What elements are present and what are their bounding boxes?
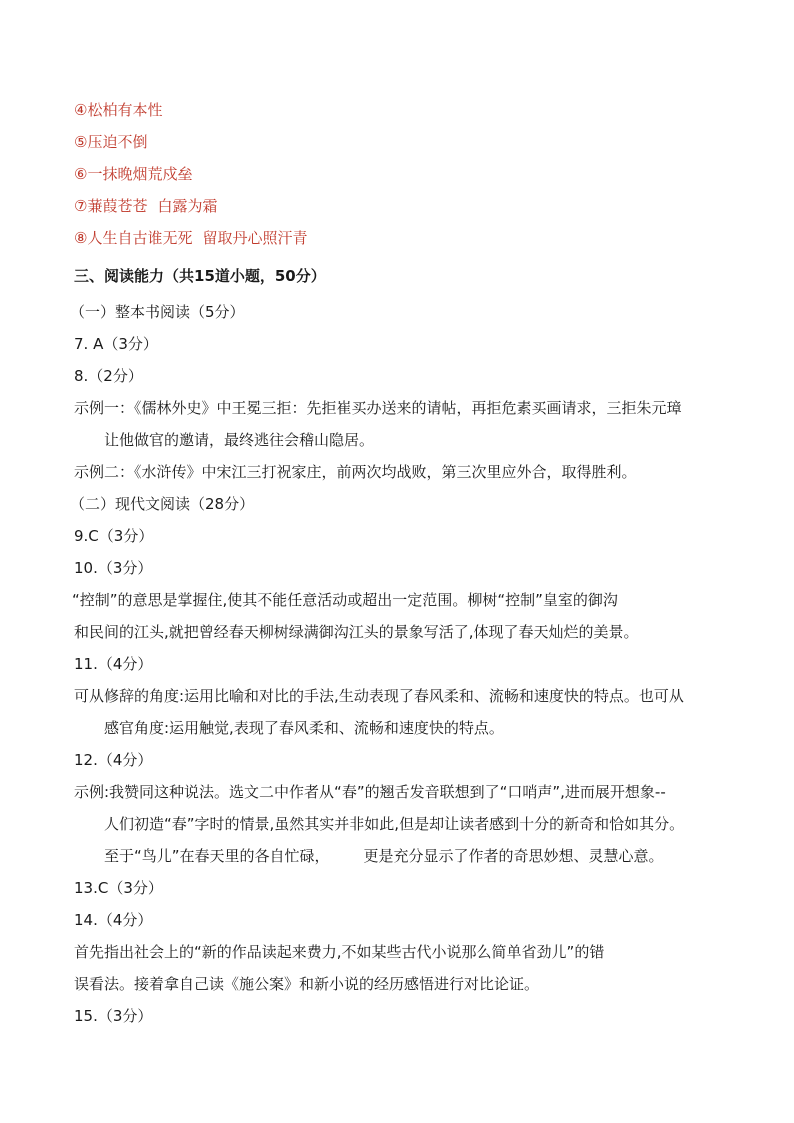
answer-7-part1: ⑦蒹葭苍苍 <box>74 197 148 215</box>
answer-8-part2: 留取丹心照汗青 <box>202 229 308 247</box>
q9-answer: 9.C（3分） <box>74 527 154 545</box>
q15-label: 15.（3分） <box>74 1007 153 1025</box>
q10-label: 10.（3分） <box>74 559 153 577</box>
q12-line2: 人们初造“春”字时的情景,虽然其实并非如此,但是却让读者感到十分的新奇和恰如其分。 <box>104 815 685 833</box>
answer-8-part1: ⑧人生自古谁无死 <box>74 229 193 247</box>
q14-label: 14.（4分） <box>74 911 153 929</box>
q11-line2: 感官角度:运用触觉,表现了春风柔和、流畅和速度快的特点。 <box>104 719 504 737</box>
q7-answer: 7. A（3分） <box>74 335 158 353</box>
q12-label: 12.（4分） <box>74 751 153 769</box>
q14-line2: 误看法。接着拿自己读《施公案》和新小说的经历感悟进行对比论证。 <box>74 975 540 993</box>
q8-example1-line2: 让他做官的邀请，最终逃往会稽山隐居。 <box>104 431 375 449</box>
q12-line3-part2: 更是充分显示了作者的奇思妙想、灵慧心意。 <box>363 847 664 865</box>
q12-line1: 示例:我赞同这种说法。选文二中作者从“春”的翘舌发音联想到了“口哨声”,进而展开想象-- <box>74 783 666 801</box>
q10-line1: “控制”的意思是掌握住,使其不能任意活动或超出一定范围。柳树“控制”皇室的御沟 <box>72 591 618 609</box>
part1-heading: （一）整本书阅读（5分） <box>70 303 245 321</box>
answer-6: ⑥一抹晚烟荒戍垒 <box>74 165 193 183</box>
q8-example2: 示例二：《水浒传》中宋江三打祝家庄，前两次均战败，第三次里应外合，取得胜利。 <box>74 463 637 481</box>
q8-label: 8.（2分） <box>74 367 143 385</box>
answer-4: ④松柏有本性 <box>74 101 163 119</box>
answer-5: ⑤压迫不倒 <box>74 133 148 151</box>
q12-line3 <box>104 846 664 866</box>
q11-label: 11.（4分） <box>74 655 153 673</box>
q8-example1-line1: 示例一：《儒林外史》中王冕三拒：先拒崔买办送来的请帖，再拒危素买画请求，三拒朱元璋 <box>74 399 682 417</box>
q10-line2: 和民间的江头,就把曾经春天柳树绿满御沟江头的景象写活了,体现了春天灿烂的美景。 <box>74 623 639 641</box>
section-heading: 三、阅读能力（共15道小题，50分） <box>74 267 326 285</box>
answer-7-part2: 白露为霜 <box>157 197 218 215</box>
q13-answer: 13.C（3分） <box>74 879 163 897</box>
part2-heading: （二）现代文阅读（28分） <box>70 495 255 513</box>
answer-8 <box>74 228 307 248</box>
q11-line1: 可从修辞的角度:运用比喻和对比的手法,生动表现了春风柔和、流畅和速度快的特点。也可从 <box>74 687 684 705</box>
answer-7 <box>74 196 217 216</box>
q12-line3-part1: 至于“鸟儿”在春天里的各自忙碌， <box>104 847 330 865</box>
q14-line1: 首先指出社会上的“新的作品读起来费力,不如某些古代小说那么简单省劲儿”的错 <box>74 943 605 961</box>
